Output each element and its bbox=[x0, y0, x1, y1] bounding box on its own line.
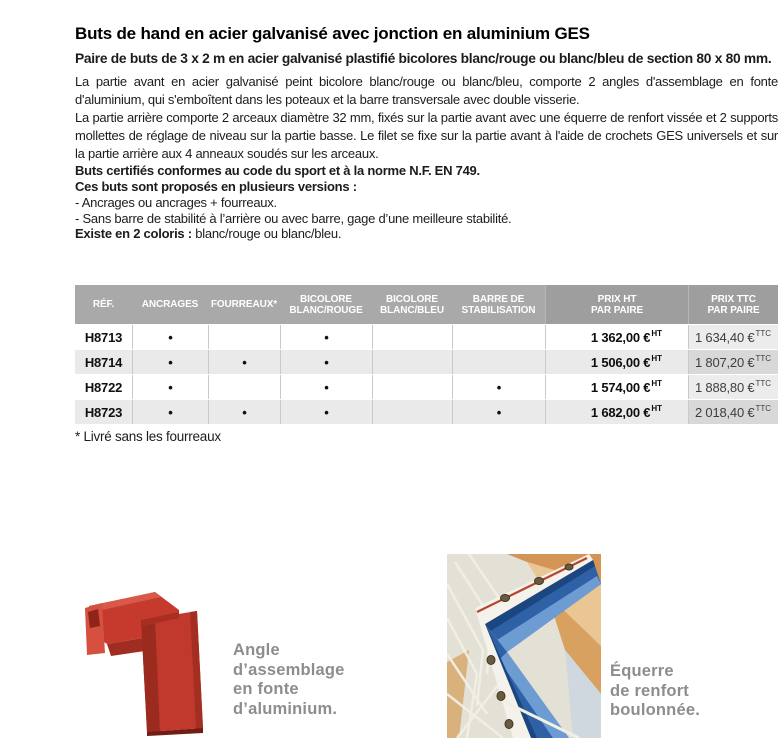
colors-label: Existe en 2 coloris : bbox=[75, 226, 192, 241]
colors-value: blanc/rouge ou blanc/bleu. bbox=[191, 226, 342, 241]
ref-cell: H8722 bbox=[84, 379, 123, 395]
blanc-bleu-dot bbox=[372, 325, 452, 349]
ancrages-dot: • bbox=[132, 400, 208, 424]
ref-cell: H8713 bbox=[84, 329, 123, 345]
header-prix-ttc: PRIX TTC PAR PAIRE bbox=[688, 285, 778, 324]
page-title: Buts de hand en acier galvanisé avec jonction en aluminium GES bbox=[75, 24, 590, 43]
red-corner-casting-image bbox=[85, 556, 215, 736]
price-ht-cell: 1 574,00 € HT bbox=[545, 375, 688, 399]
barre-dot: • bbox=[452, 400, 545, 424]
description-block bbox=[75, 24, 778, 242]
products-table bbox=[75, 285, 778, 424]
barre-dot: • bbox=[452, 375, 545, 399]
ref-cell: H8714 bbox=[84, 354, 123, 370]
price-ttc-cell: 1 888,80 € TTC bbox=[688, 375, 778, 399]
fourreaux-dot: • bbox=[208, 350, 280, 374]
angle-caption: Angle d’assemblage en fonte d’aluminium. bbox=[233, 641, 345, 718]
header-bicolore-blanc-rouge: BICOLORE BLANC/ROUGE bbox=[289, 293, 363, 316]
ancrages-dot: • bbox=[132, 375, 208, 399]
product-subtitle: Paire de buts de 3 x 2 m en acier galvanisé plastifié bicolores blanc/rouge ou blanc/bleu de section 80 x 80 mm. bbox=[75, 51, 772, 66]
fourreaux-dot bbox=[208, 375, 280, 399]
price-ttc-cell: 1 634,40 € TTC bbox=[688, 325, 778, 349]
table-row bbox=[75, 350, 778, 374]
ancrages-dot: • bbox=[132, 325, 208, 349]
colors-line bbox=[75, 226, 778, 242]
header-ref: RÉF. bbox=[92, 299, 115, 310]
description-paragraph-2: La partie arrière comporte 2 arceaux diamètre 32 mm, fixés sur la partie avant avec une équerre de renfort vissée et 2 supports mollettes de réglage de niveau sur la partie basse. Le filet se fixe sur la partie avant à l'aide de crochets GES universels et sur la partie arrière aux 4 anneaux soudés sur les arceaux. bbox=[75, 110, 778, 161]
goal-corner-photo bbox=[447, 554, 601, 738]
blanc-bleu-dot bbox=[372, 400, 452, 424]
header-bicolore-blanc-bleu: BICOLORE BLANC/BLEU bbox=[380, 293, 444, 316]
price-ttc-cell: 2 018,40 € TTC bbox=[688, 400, 778, 424]
header-prix-ht: PRIX HT PAR PAIRE bbox=[545, 285, 688, 324]
blanc-rouge-dot: • bbox=[280, 375, 372, 399]
version-item-1: - Ancrages ou ancrages + fourreaux. bbox=[75, 195, 277, 210]
blanc-bleu-dot bbox=[372, 350, 452, 374]
table-footnote: * Livré sans les fourreaux bbox=[75, 429, 221, 444]
description-paragraph-1: La partie avant en acier galvanisé peint bicolore blanc/rouge ou blanc/bleu, comporte 2 angles d'assemblage en fonte d'aluminium, qui s'emboîtent dans les poteaux et la barre transversale avec double visserie. bbox=[75, 74, 778, 107]
header-barre-stabilisation: BARRE DE STABILISATION bbox=[461, 293, 536, 316]
header-fourreaux: FOURREAUX* bbox=[210, 299, 278, 310]
table-row bbox=[75, 325, 778, 349]
table-row bbox=[75, 375, 778, 399]
blanc-rouge-dot: • bbox=[280, 400, 372, 424]
price-ttc-cell: 1 807,20 € TTC bbox=[688, 350, 778, 374]
ref-cell: H8723 bbox=[84, 404, 123, 420]
blanc-rouge-dot: • bbox=[280, 350, 372, 374]
versions-heading: Ces buts sont proposés en plusieurs versions : bbox=[75, 179, 357, 194]
certification-note: Buts certifiés conformes au code du sport et à la norme N.F. EN 749. bbox=[75, 163, 480, 178]
fourreaux-dot bbox=[208, 325, 280, 349]
ancrages-dot: • bbox=[132, 350, 208, 374]
blanc-bleu-dot bbox=[372, 375, 452, 399]
table-row bbox=[75, 400, 778, 424]
equerre-photo-image bbox=[447, 554, 601, 738]
barre-dot bbox=[452, 325, 545, 349]
price-ht-cell: 1 682,00 € HT bbox=[545, 400, 688, 424]
barre-dot bbox=[452, 350, 545, 374]
price-ht-cell: 1 362,00 € HT bbox=[545, 325, 688, 349]
version-item-2: - Sans barre de stabilité à l’arrière ou avec barre, gage d’une meilleure stabilité. bbox=[75, 210, 512, 226]
header-ancrages: ANCRAGES bbox=[141, 299, 199, 310]
angle-piece-illustration bbox=[85, 556, 215, 736]
table-header-row bbox=[75, 285, 778, 324]
equerre-caption: Équerre de renfort boulonnée. bbox=[610, 662, 700, 719]
price-ht-cell: 1 506,00 € HT bbox=[545, 350, 688, 374]
blanc-rouge-dot: • bbox=[280, 325, 372, 349]
fourreaux-dot: • bbox=[208, 400, 280, 424]
